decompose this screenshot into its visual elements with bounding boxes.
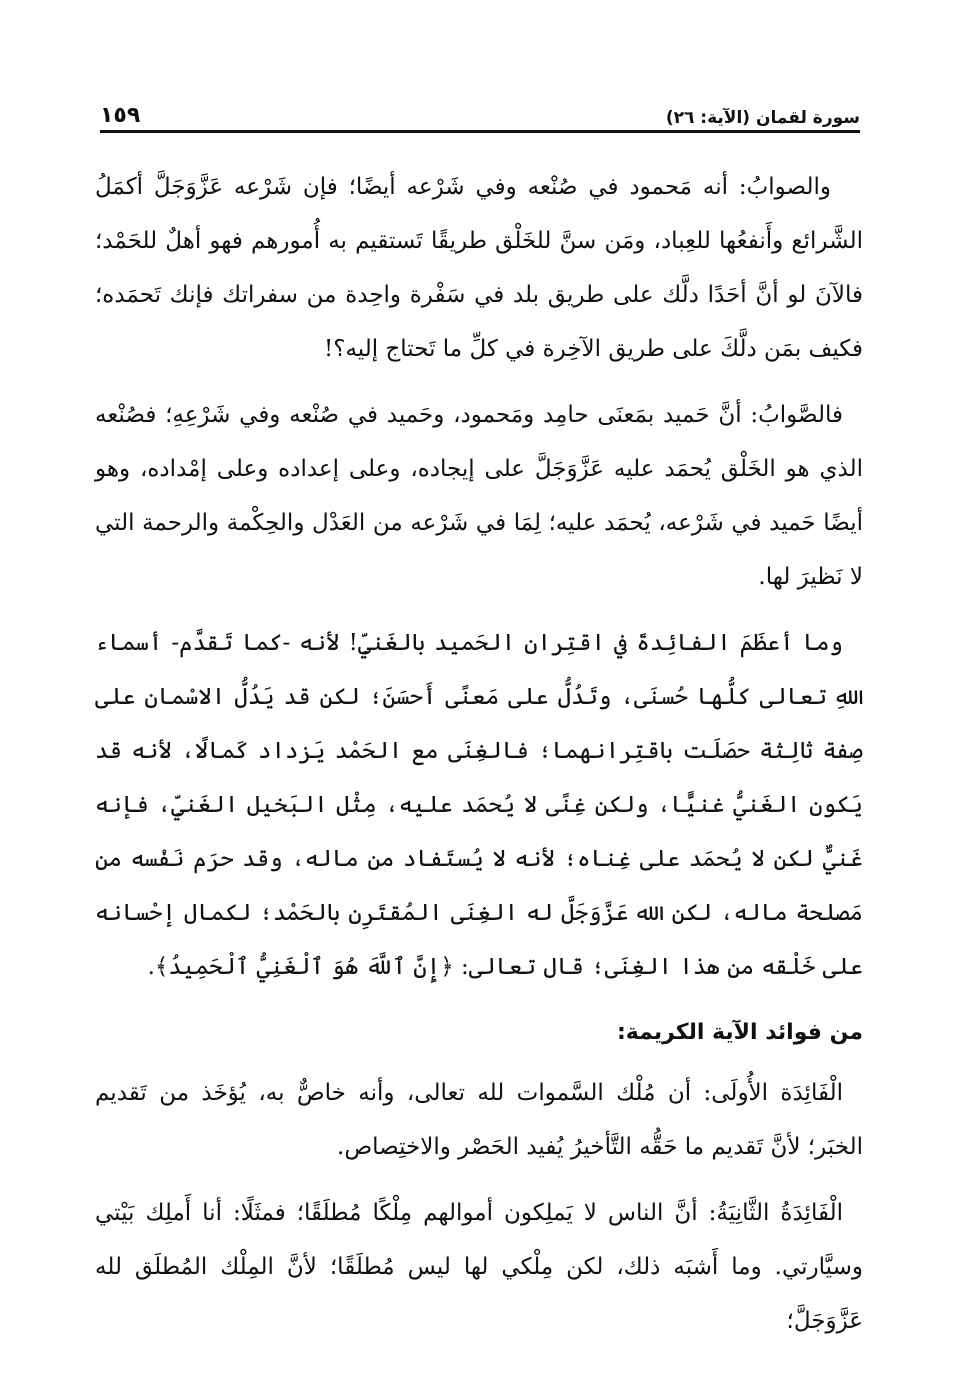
page-body: [95, 160, 863, 1360]
paragraph-5: الْفَائِدَةُ الثَّانِيَةُ: أنَّ الناس لا يَملِكون أموالهم مِلْكًا مُطلَقًا؛ فمثَلًا: أنا أَملِك بَيْتي وسيَّارتي. وما أَشبَه ذلك، لكن مِلْكي لها ليس مُطلَقًا؛ لأنَّ المِلْك المُطلَق لله عَزَّوَجَلَّ؛: [95, 1200, 863, 1334]
paragraph-2: فالصَّوابُ: أنَّ حَميد بمَعنَى حامِد ومَحمود، وحَميد في صُنْعه وفي شَرْعِهِ؛ فصُنْعه الذي هو الخَلْق يُحمَد عليه عَزَّوَجَلَّ على إيجاده، وعلى إعداده وعلى إمْداده، وهو أيضًا حَميد في شَرْعه، يُحمَد عليه؛ لِمَا في شَرْعه من العَدْل والحِكْمة والرحمة التي لا نَظيرَ لها.: [95, 402, 863, 590]
header-divider: [100, 130, 860, 133]
running-title: سورة لقمان (الآية: ٢٦): [665, 108, 860, 128]
paragraph-3: وما أعظَمَ الفائِدةَ في اقتِران الحَميد بالغَنيِّ! لأنه -كما تَقدَّم- أسماء اللهِ تعالى كلُّها حُسنَى، وتَدُلُّ على مَعنًى أَحسَنَ؛ لكن قد يَدُلُّ الاسْمان على صِفة ثالِثة حصَلَت باقتِرانهما؛ فالغِنَى مع الحَمْد يَزداد كَمالًا، لأنه قد يَكون الغَنيُّ غنيًّا، ولكن غِنًى لا يُحمَد عليه، مِثْل البَخيل الغَنيِّ، فإنه غَنيٌّ لكن لا يُحمَد على غِناه؛ لأنه لا يُستَفاد من ماله، وقد حرَم نَفْسه من مَصلحة ماله، لكن الله عَزَّوَجَلَّ له الغِنَى المُقتَرِن بالحَمْد؛ لكمال إحْسانه على خَلْقه من هذا الغِنَى؛ قال تعالى: ﴿إِنَّ ٱللَّهَ هُوَ ٱلْغَنِيُّ ٱلْحَمِيدُ﴾.: [95, 630, 863, 980]
paragraph-1: والصوابُ: أنه مَحمود في صُنْعه وفي شَرْعه أيضًا؛ فإن شَرْعه عَزَّوَجَلَّ أكمَلُ الشَّرائع وأَنفعُها للعِباد، ومَن سنَّ للخَلْق طريقًا تَستقيم به أُمورهم فهو أهلٌ للحَمْد؛ فالآنَ لو أنَّ أحَدًا دلَّك على طريق بلد في سَفْرة واحِدة من سفراتك فإنك تَحمَده؛ فكيف بمَن دلَّكَ على طريق الآخِرة في كلِّ ما تَحتاج إليه؟!: [95, 174, 863, 362]
paragraph-4: الْفَائِدَة الأُولَى: أن مُلْك السَّموات لله تعالى، وأنه خاصٌّ به، يُؤخَذ من تَقديم الخبَر؛ لأنَّ تَقديم ما حَقُّه التَّأخيرُ يُفيد الحَصْر والاختِصاص.: [95, 1080, 863, 1160]
page-header: [100, 98, 860, 128]
section-title: من فوائد الآية الكريمة:: [616, 1020, 863, 1045]
page-number: ١٥٩: [100, 103, 141, 128]
